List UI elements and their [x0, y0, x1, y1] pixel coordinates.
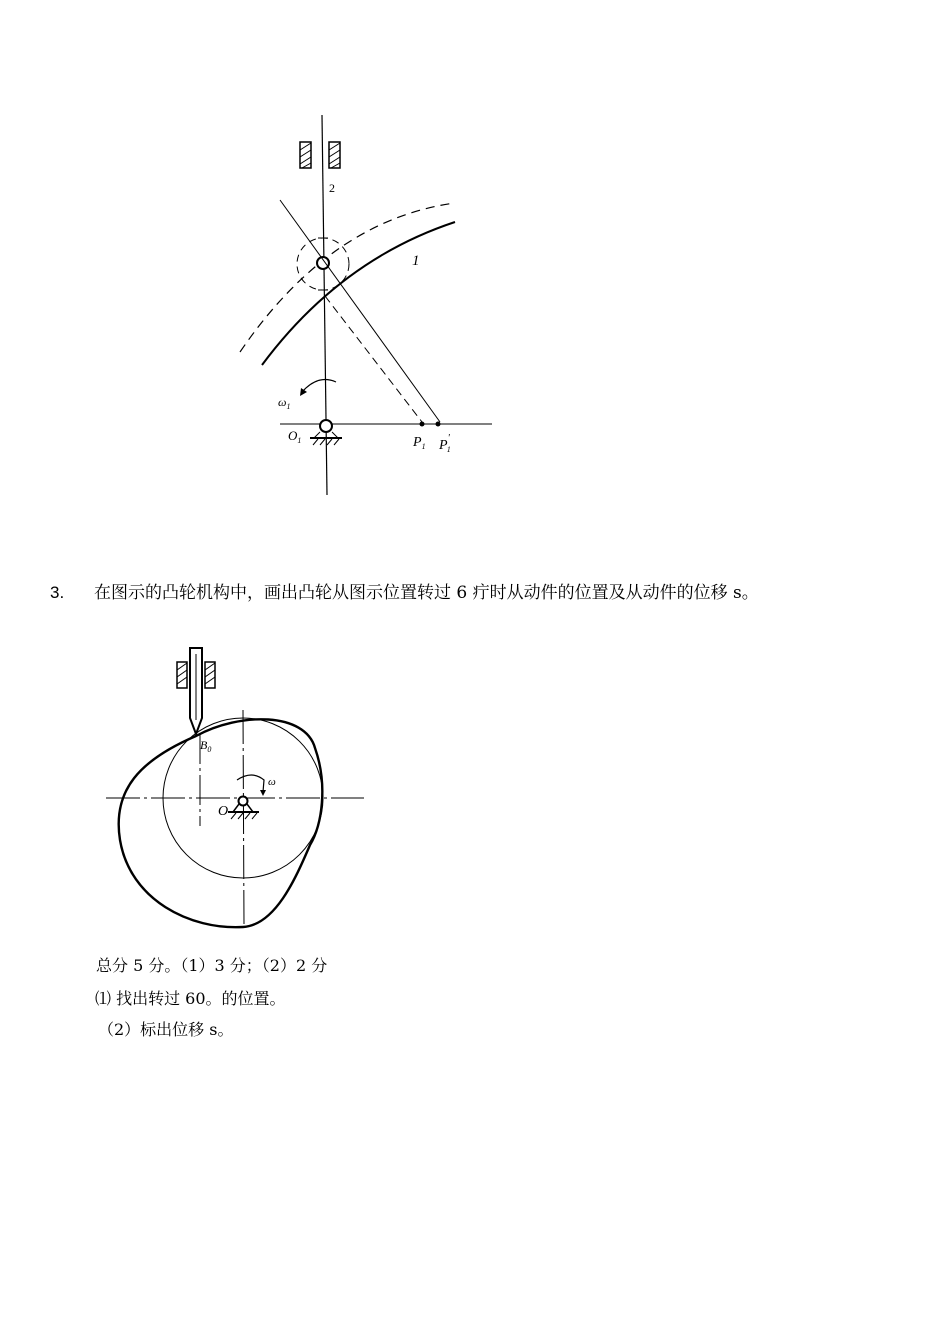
omega-1-label: $\omega_1$ — [278, 395, 291, 411]
b0-label: $B_0$ — [200, 738, 212, 754]
figure-roller-follower — [230, 110, 510, 510]
cam-1-label: 1 — [412, 253, 420, 269]
follower-guide-right — [205, 662, 215, 688]
o-label: O — [218, 804, 229, 819]
p1-label: $P_1$ — [413, 435, 426, 451]
o1-label: $O_1$ — [288, 428, 302, 445]
disk-cam-profile — [119, 719, 323, 927]
omega-arrow — [237, 775, 264, 792]
figure-2-svg — [100, 640, 370, 935]
point-p1 — [420, 422, 425, 427]
figure-knife-edge-cam — [100, 640, 370, 935]
answer-step-1: ⑴ 找出转过 60。的位置。 — [95, 989, 286, 1008]
answer-score-line: 总分 5 分。（1）3 分；（2）2 分 — [96, 956, 328, 975]
pivot-o1 — [320, 420, 332, 432]
point-p1-prime — [436, 422, 441, 427]
p1-prime-label: P' 1 — [439, 433, 451, 454]
omega-label: ω — [268, 776, 276, 788]
question-3 — [50, 578, 759, 603]
roller — [317, 257, 329, 269]
omega-1-arrow — [302, 380, 336, 392]
link-2-label: 2 — [329, 181, 335, 195]
question-number: 3. — [50, 583, 65, 602]
answer-step-2: （2）标出位移 s。 — [98, 1020, 234, 1039]
figure-1-svg — [230, 110, 510, 510]
follower-guide-left — [177, 662, 187, 688]
cam-vertical-axis — [243, 710, 244, 926]
question-text: 在图示的凸轮机构中，画出凸轮从图示位置转过 6 疔时从动件的位置及从动件的位移 s。 — [94, 583, 759, 603]
guide-bearing-right — [329, 142, 340, 168]
normal-line — [280, 200, 440, 422]
cam-profile-1 — [262, 222, 455, 365]
cam-pivot — [239, 797, 248, 806]
guide-bearing-left — [300, 142, 311, 168]
dashed-line-to-p1 — [325, 296, 422, 422]
